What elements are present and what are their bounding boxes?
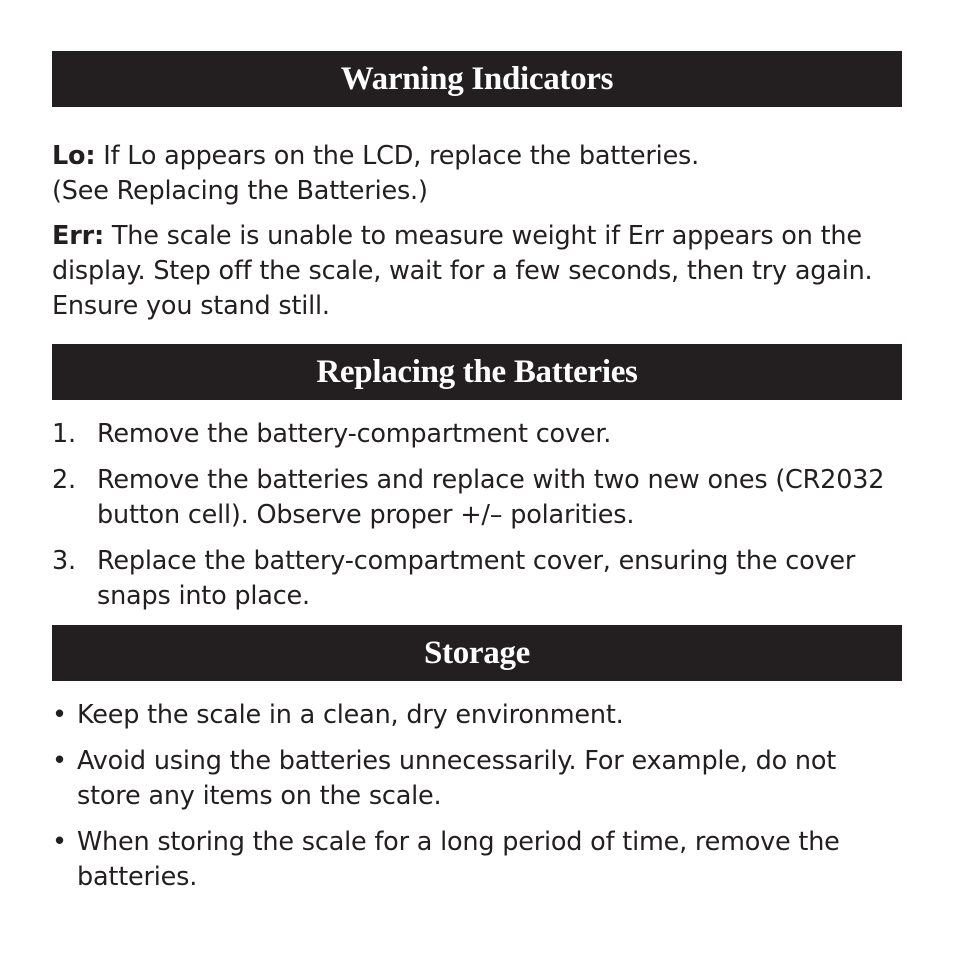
err-label: Err: [52, 221, 104, 251]
err-description: The scale is unable to measure weight if Err appears on the display. Step off the scale, wait for a few seconds, then try again. Ensure you stand still. [52, 221, 873, 321]
step-text: Remove the battery-compartment cover. [97, 419, 612, 449]
storage-title: Storage [423, 634, 531, 671]
bullet-text: Keep the scale in a clean, dry environment. [77, 700, 624, 730]
list-item [52, 544, 902, 614]
list-item [52, 744, 902, 814]
list-item [52, 463, 902, 533]
lo-description: If Lo appears on the LCD, replace the batteries. [95, 141, 700, 171]
bullet-icon: • [52, 746, 67, 776]
lo-label: Lo: [52, 141, 96, 171]
list-item [52, 417, 902, 452]
step-number: 3. [52, 546, 76, 576]
replacing-batteries-title: Replacing the Batteries [316, 353, 638, 390]
bullet-icon: • [52, 827, 67, 857]
step-text: Remove the batteries and replace with two new ones (CR2032 button cell). Observe proper +/– polarities. [97, 465, 885, 530]
storage-header [52, 625, 902, 681]
lo-reference: (See Replacing the Batteries.) [52, 176, 428, 206]
battery-steps-list [52, 417, 902, 614]
step-text: Replace the battery-compartment cover, ensuring the cover snaps into place. [97, 546, 856, 611]
step-number: 1. [52, 419, 76, 449]
step-number: 2. [52, 465, 76, 495]
warning-indicators-title: Warning Indicators [340, 60, 614, 97]
lo-indicator-paragraph [52, 139, 902, 209]
bullet-icon: • [52, 700, 67, 730]
bullet-text: Avoid using the batteries unnecessarily. For example, do not store any items on the scale. [77, 746, 837, 811]
storage-bullet-list [52, 698, 902, 895]
list-item [52, 825, 902, 895]
manual-page [52, 51, 902, 906]
err-indicator-paragraph [52, 219, 902, 324]
list-item [52, 698, 902, 733]
replacing-batteries-header [52, 344, 902, 400]
warning-indicators-header [52, 51, 902, 107]
bullet-text: When storing the scale for a long period of time, remove the batteries. [77, 827, 840, 892]
